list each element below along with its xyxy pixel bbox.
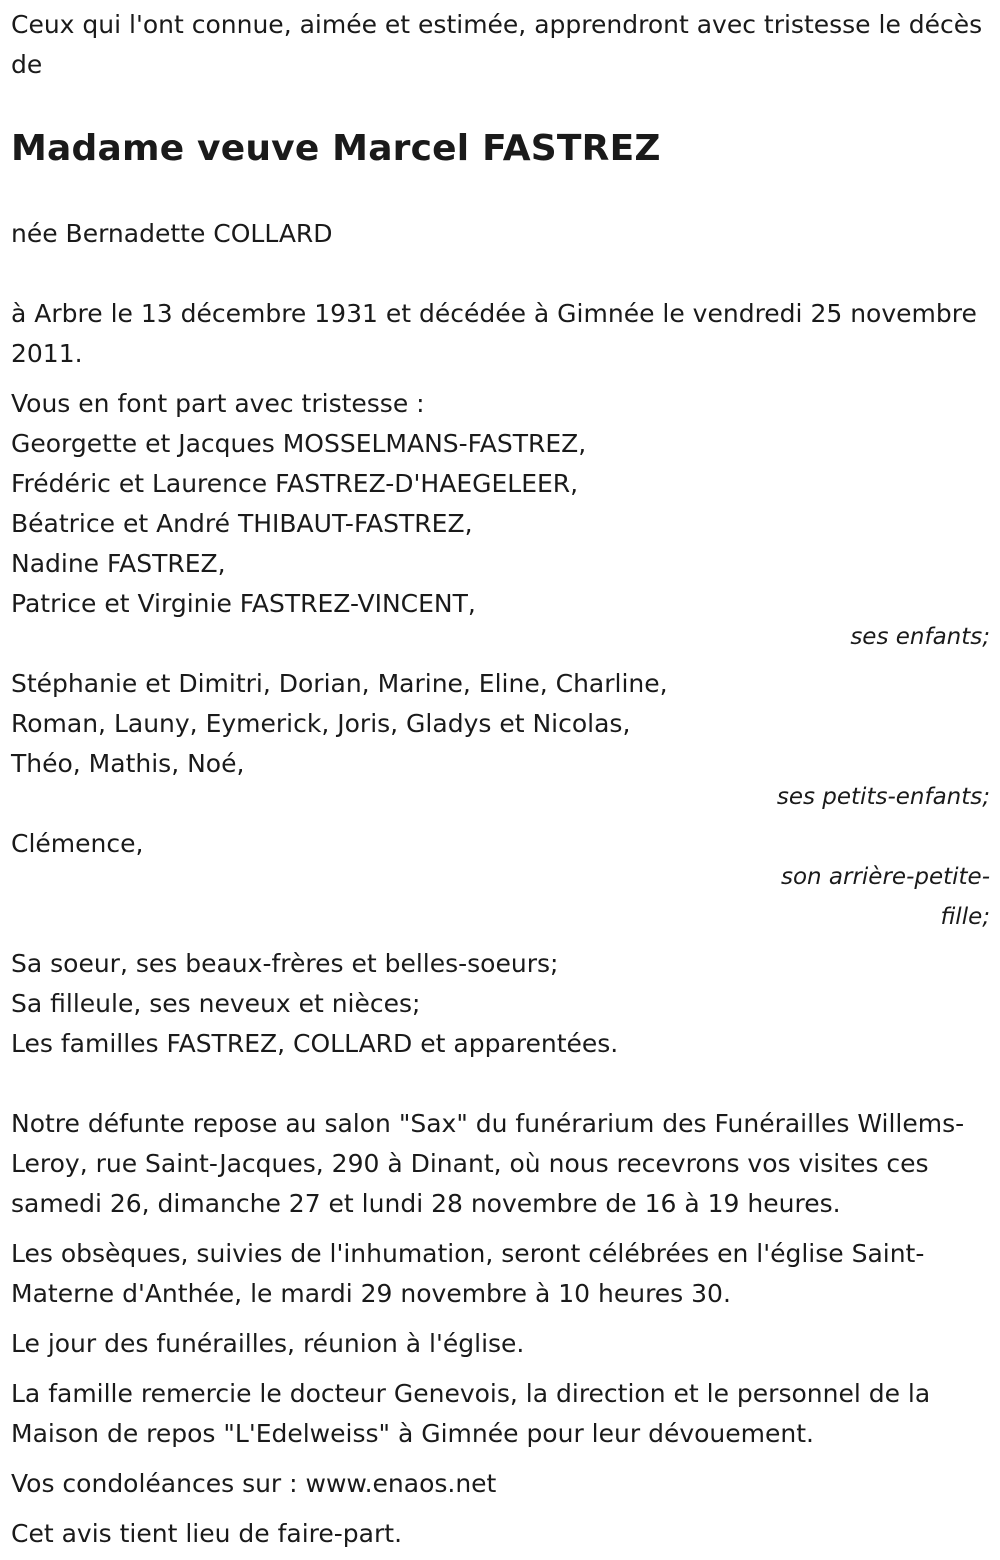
grandchild-line: Roman, Launy, Eymerick, Joris, Gladys et Nicolas, (11, 709, 631, 738)
birth-name: née Bernadette COLLARD (11, 219, 333, 248)
child-line: Nadine FASTREZ, (11, 549, 226, 578)
thanks-text: La famille remercie le docteur Genevois, la direction et le personnel de la Maison de repos "L'Edelweiss" à Gimnée pour leur dévouement. (11, 1379, 931, 1448)
child-line: Georgette et Jacques MOSSELMANS-FASTREZ, (11, 429, 587, 458)
children-label: ses enfants; (850, 624, 990, 650)
viewing-text: Notre défunte repose au salon "Sax" du funérarium des Funérailles Willems-Leroy, rue Saint-Jacques, 290 à Dinant, où nous recevrons vos visites ces samedi 26, dimanche 27 et lundi 28 novembre de 16 à 19 heures. (11, 1109, 965, 1218)
child-line: Béatrice et André THIBAUT-FASTREZ, (11, 509, 473, 538)
grandchildren-list (11, 664, 990, 784)
meeting-text: Le jour des funérailles, réunion à l'église. (11, 1329, 525, 1358)
great-grandchild-line: Clémence, (11, 829, 144, 858)
announcement-text: Vous en font part avec tristesse : (11, 389, 425, 418)
notice-text: Cet avis tient lieu de faire-part. (11, 1519, 403, 1548)
grandchildren-label: ses petits-enfants; (776, 784, 990, 810)
family-line: Les familles FASTREZ, COLLARD et apparentées. (11, 1029, 619, 1058)
grandchild-line: Théo, Mathis, Noé, (11, 749, 245, 778)
birth-death-text: à Arbre le 13 décembre 1931 et décédée à Gimnée le vendredi 25 novembre 2011. (11, 299, 977, 368)
obituary-notice (0, 5, 1000, 1560)
great-grandchildren-label: son arrière-petite-fille; (780, 864, 990, 930)
intro-text: Ceux qui l'ont connue, aimée et estimée, apprendront avec tristesse le décès de (11, 10, 983, 79)
family-line: Sa soeur, ses beaux-frères et belles-soeurs; (11, 949, 559, 978)
other-family-list (11, 944, 990, 1064)
family-announcement (11, 384, 990, 624)
condolences-text: Vos condoléances sur : www.enaos.net (11, 1469, 497, 1498)
deceased-name: Madame veuve Marcel FASTREZ (11, 128, 661, 169)
funeral-text: Les obsèques, suivies de l'inhumation, seront célébrées en l'église Saint-Materne d'Anthée, le mardi 29 novembre à 10 heures 30. (11, 1239, 925, 1308)
family-line: Sa filleule, ses neveux et nièces; (11, 989, 421, 1018)
child-line: Frédéric et Laurence FASTREZ-D'HAEGELEER, (11, 469, 579, 498)
child-line: Patrice et Virginie FASTREZ-VINCENT, (11, 589, 476, 618)
grandchild-line: Stéphanie et Dimitri, Dorian, Marine, Eline, Charline, (11, 669, 668, 698)
